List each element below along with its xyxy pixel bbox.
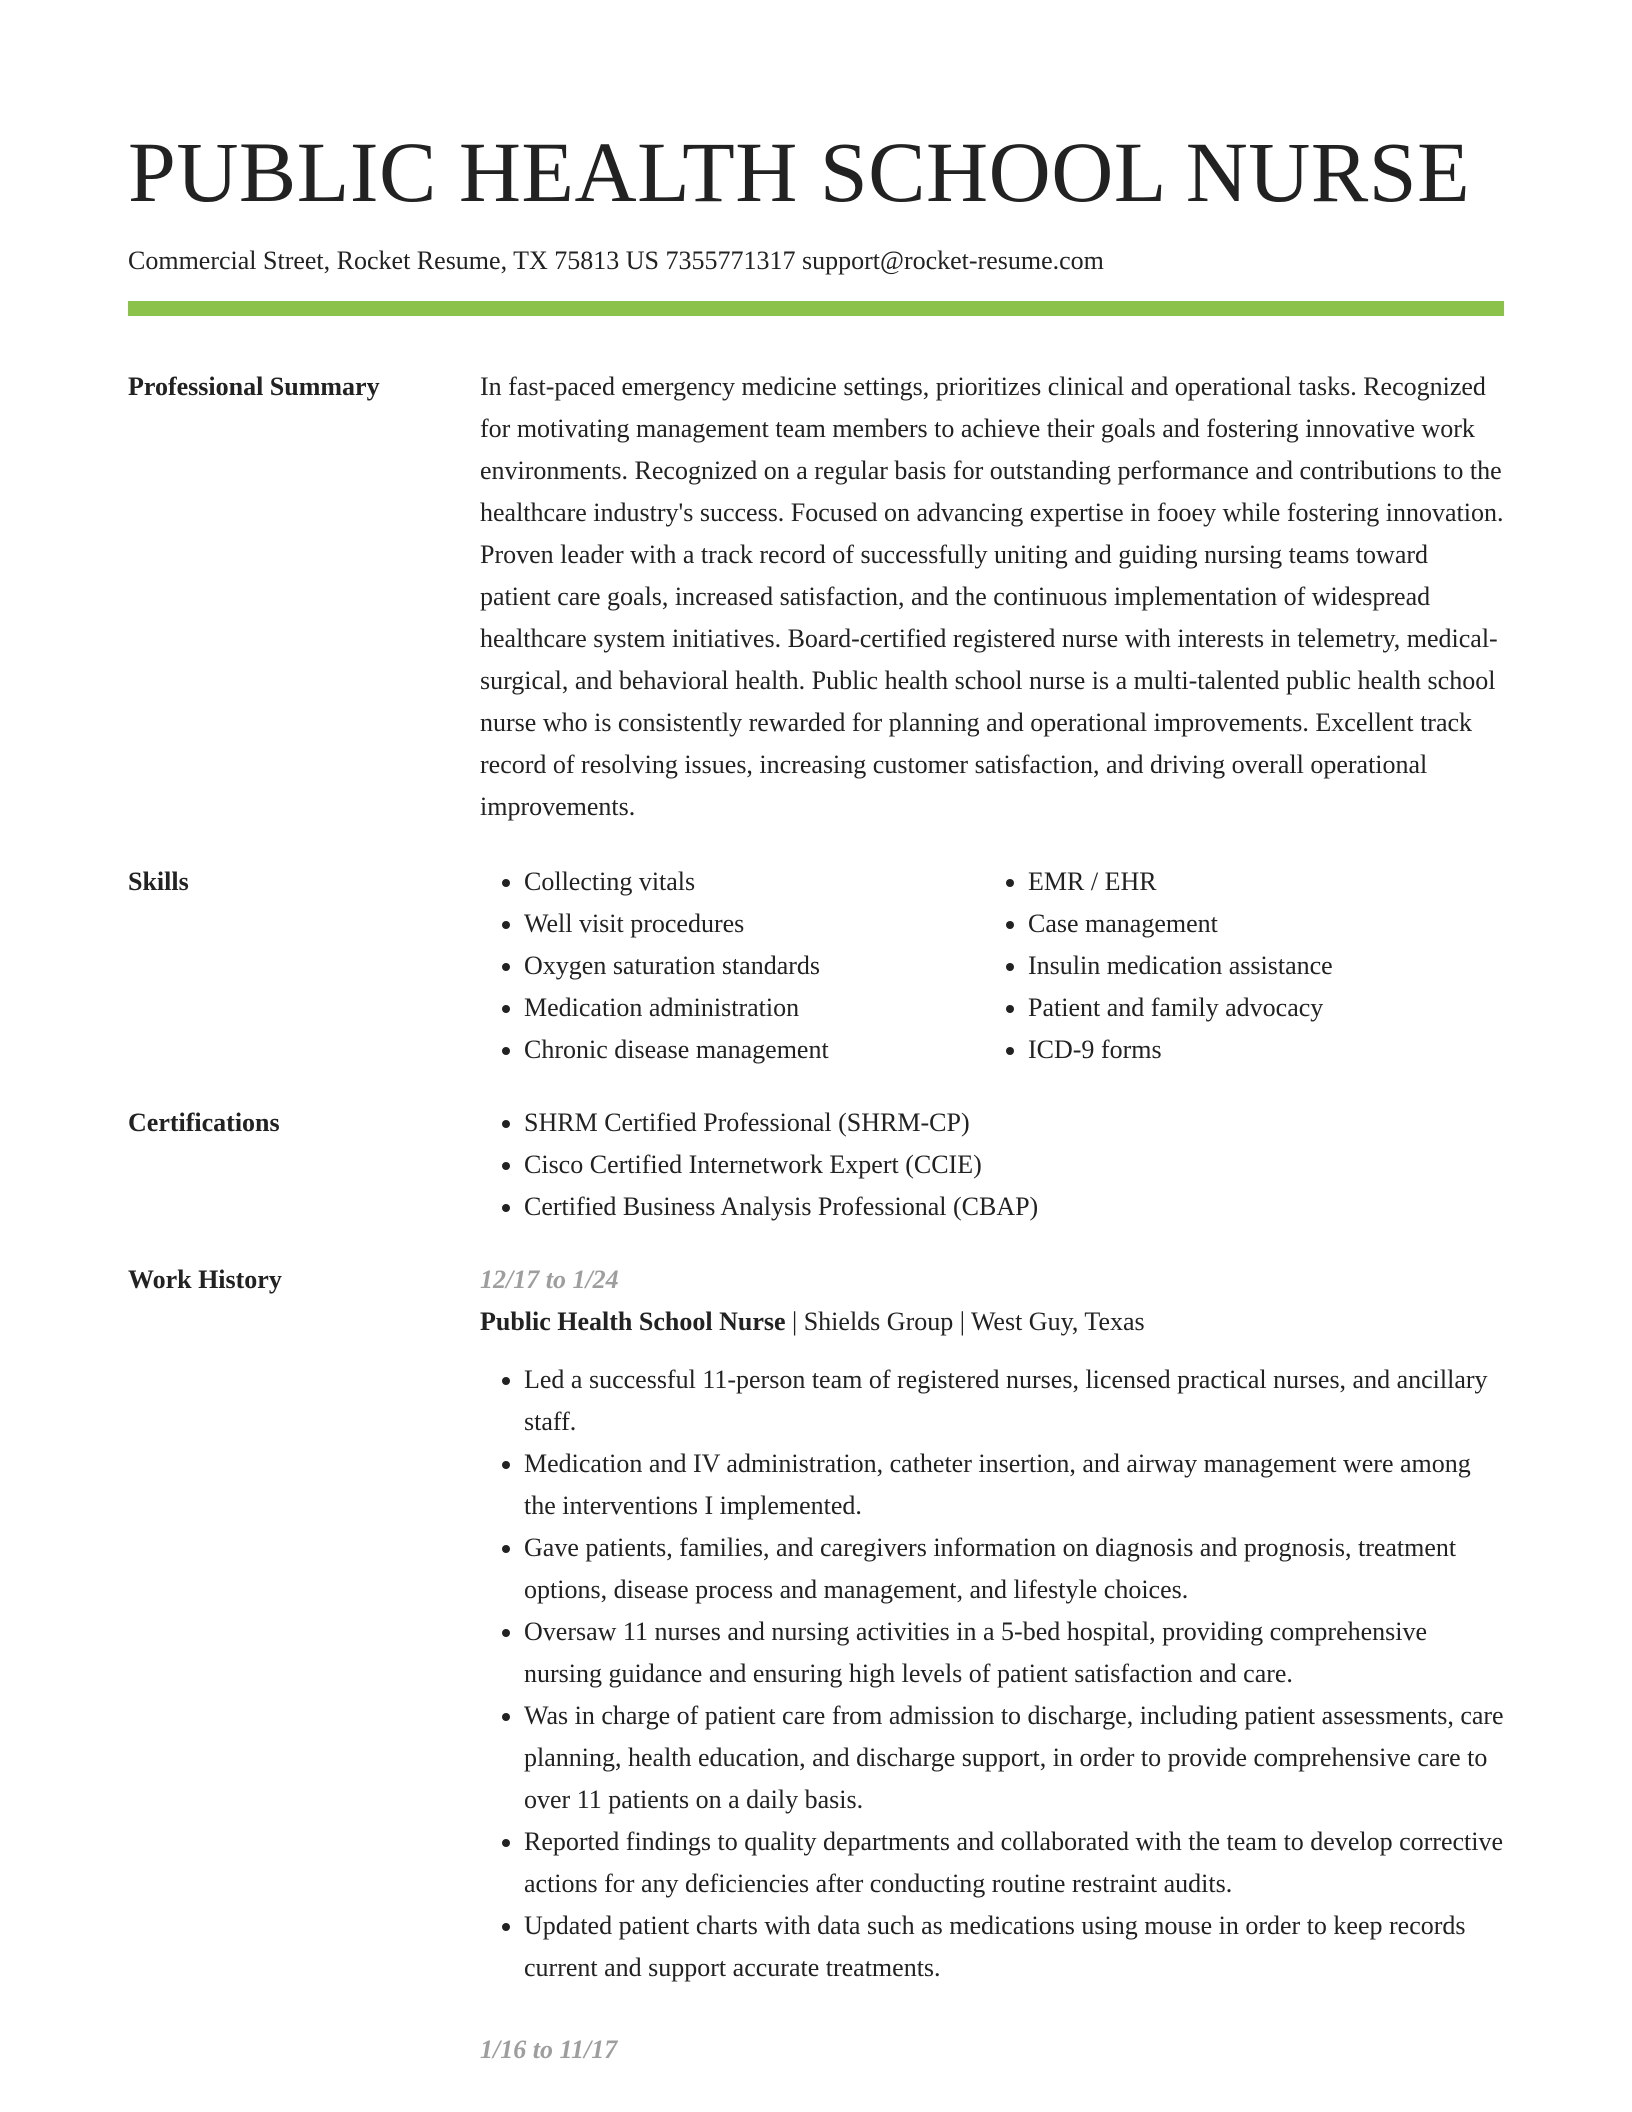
- skill-item: • ICD-9 forms: [1028, 1029, 1488, 1071]
- header-divider: [128, 301, 1504, 316]
- job-details: | Shields Group | West Guy, Texas: [785, 1307, 1145, 1336]
- certification-item: • Certified Business Analysis Professional (CBAP): [524, 1186, 1504, 1228]
- skill-item: • Collecting vitals: [524, 861, 984, 903]
- section-label: Professional Summary: [128, 372, 380, 401]
- skill-item: • Insulin medication assistance: [1028, 945, 1488, 987]
- section-body: [480, 861, 1504, 1071]
- skill-item: • Patient and family advocacy: [1028, 987, 1488, 1029]
- job-bullet: • Reported findings to quality departments and collaborated with the team to develop corrective actions for any deficiencies after conducting routine restraint audits.: [524, 1821, 1504, 1905]
- job-heading: [480, 1301, 1504, 1343]
- skill-item: • Well visit procedures: [524, 903, 984, 945]
- work-history-section: [128, 1259, 1504, 2071]
- job-bullet: • Gave patients, families, and caregivers information on diagnosis and prognosis, treatment options, disease process and management, and lifestyle choices.: [524, 1527, 1504, 1611]
- skills-column: [480, 861, 984, 1071]
- skills-column: [984, 861, 1488, 1071]
- skills-section: [128, 861, 1504, 1071]
- job-bullet-list: [480, 1359, 1504, 1989]
- section-label: Certifications: [128, 1108, 280, 1137]
- job-title: Public Health School Nurse: [480, 1307, 786, 1336]
- job-bullet: • Led a successful 11-person team of registered nurses, licensed practical nurses, and ancillary staff.: [524, 1359, 1504, 1443]
- skills-grid: [480, 861, 1504, 1071]
- section-label: Work History: [128, 1265, 282, 1294]
- skills-list: [984, 861, 1488, 1071]
- certification-item: • SHRM Certified Professional (SHRM-CP): [524, 1102, 1504, 1144]
- section-body: [480, 1102, 1504, 1228]
- job-bullet: • Oversaw 11 nurses and nursing activities in a 5-bed hospital, providing comprehensive nursing guidance and ensuring high levels of patient satisfaction and care.: [524, 1611, 1504, 1695]
- skill-item: • Medication administration: [524, 987, 984, 1029]
- section-body: [480, 1259, 1504, 2071]
- section-label: Skills: [128, 867, 189, 896]
- job-entry: [480, 1259, 1504, 1989]
- job-dates: 1/16 to 11/17: [480, 2035, 618, 2064]
- professional-summary-section: [128, 366, 1504, 828]
- job-entry: [480, 2029, 1504, 2071]
- skill-item: • EMR / EHR: [1028, 861, 1488, 903]
- job-bullet: • Medication and IV administration, catheter insertion, and airway management were among the interventions I implemented.: [524, 1443, 1504, 1527]
- certification-item: • Cisco Certified Internetwork Expert (CCIE): [524, 1144, 1504, 1186]
- job-bullet: • Was in charge of patient care from admission to discharge, including patient assessments, care planning, health education, and discharge support, in order to provide comprehensive care to over 11 patients on a daily basis.: [524, 1695, 1504, 1821]
- summary-text: In fast-paced emergency medicine settings, prioritizes clinical and operational tasks. Recognized for motivating management team members to achieve their goals and fostering innovative work environments. Recognized on a regular basis for outstanding performance and contributions to the healthcare industry's success. Focused on advancing expertise in fooey while fostering innovation. Proven leader with a track record of successfully uniting and guiding nursing teams toward patient care goals, increased satisfaction, and the continuous implementation of widespread healthcare system initiatives. Board-certified registered nurse with interests in telemetry, medical-surgical, and behavioral health. Public health school nurse is a multi-talented public health school nurse who is consistently rewarded for planning and operational improvements. Excellent track record of resolving issues, increasing customer satisfaction, and driving overall operational improvements.: [480, 372, 1504, 821]
- skills-list: [480, 861, 984, 1071]
- skill-item: • Oxygen saturation standards: [524, 945, 984, 987]
- skill-item: • Case management: [1028, 903, 1488, 945]
- certifications-section: [128, 1102, 1504, 1228]
- contact-info: Commercial Street, Rocket Resume, TX 75813 US 7355771317 support@rocket-resume.com: [128, 246, 1104, 275]
- job-dates: 12/17 to 1/24: [480, 1265, 619, 1294]
- certifications-list: [480, 1102, 1504, 1228]
- resume-name: PUBLIC HEALTH SCHOOL NURSE: [128, 124, 1471, 220]
- job-bullet: • Updated patient charts with data such as medications using mouse in order to keep records current and support accurate treatments.: [524, 1905, 1504, 1989]
- section-body: [480, 366, 1504, 828]
- resume-page: [128, 0, 1504, 2071]
- skill-item: • Chronic disease management: [524, 1029, 984, 1071]
